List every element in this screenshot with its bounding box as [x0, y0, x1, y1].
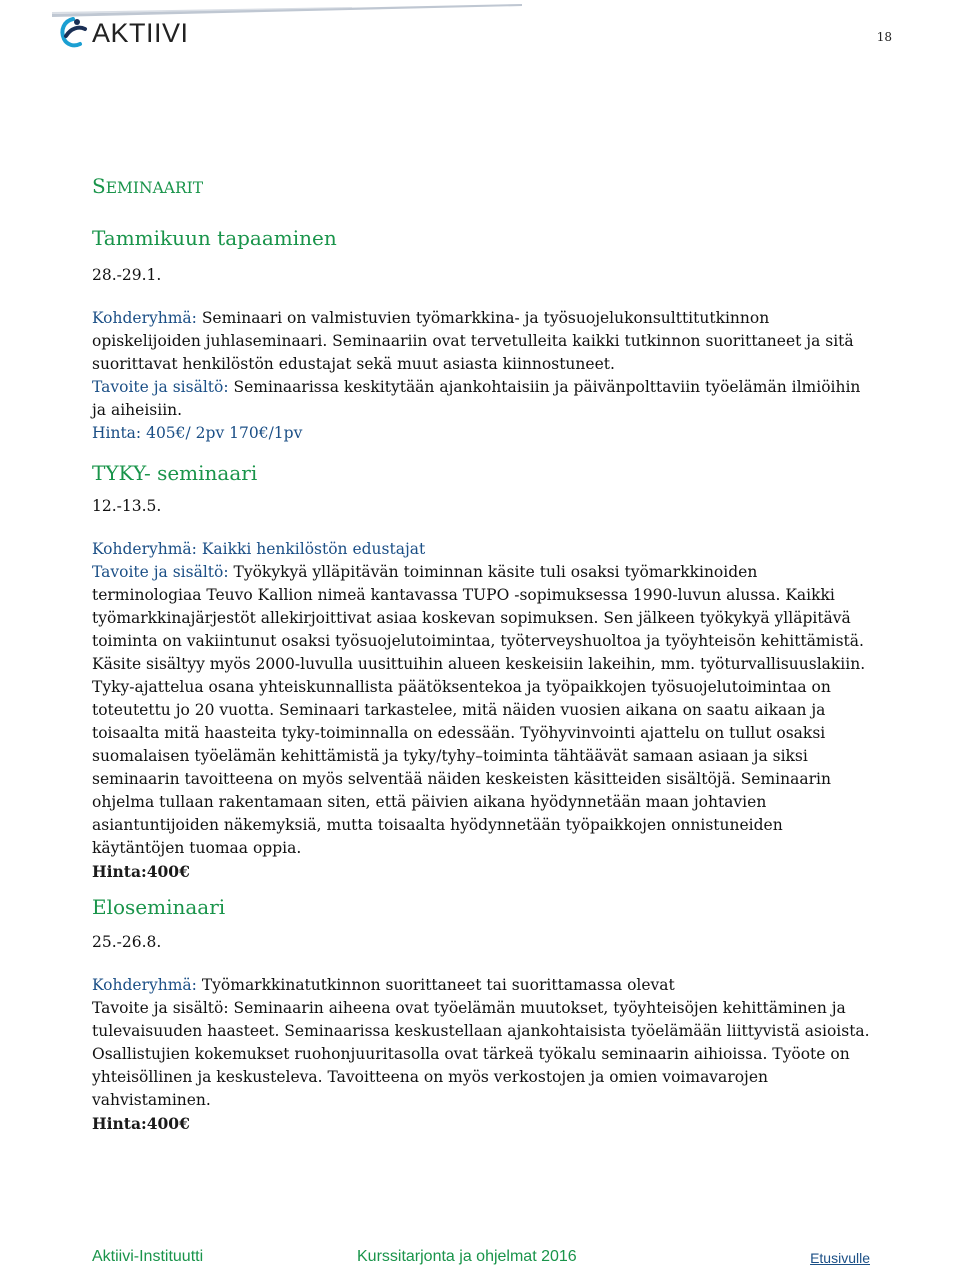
footer-organization: Aktiivi-Instituutti — [92, 1248, 204, 1265]
page-footer — [92, 1248, 870, 1272]
seminar-goal — [92, 997, 870, 1112]
seminar-title: TYKY- seminaari — [92, 461, 258, 485]
logo-text: AKTIIVI — [92, 18, 189, 48]
seminar-date: 28.-29.1. — [92, 266, 162, 284]
target-group-text: Seminaari on valmistuvien työmarkkina- ja työsuojelukonsulttitutkinnon opiskelijoiden juhlaseminaari. Seminaariin ovat tervetulleita kaikki tutkinnon suorittaneet ja sitä suorittavat henkilöstön edustajat sekä muut asiasta kiinnostuneet. — [92, 309, 854, 373]
target-group-text: Kaikki henkilöstön edustajat — [196, 540, 426, 558]
goal-label: Tavoite ja sisältö: — [92, 563, 229, 581]
spacer — [92, 445, 870, 459]
aktiivi-logo — [58, 16, 189, 50]
goal-label: Tavoite ja sisältö: — [92, 999, 229, 1017]
seminar-title: Eloseminaari — [92, 895, 226, 919]
goal-text: Seminaarissa keskitytään ajankohtaisiin ja päivänpolttaviin työelämän ilmiöihin ja aiheisiin. — [92, 378, 861, 419]
target-group-label: Kohderyhmä: — [92, 540, 197, 558]
goal-text: Työkykyä ylläpitävän toiminnan käsite tuli osaksi työmarkkinoiden terminologiaa Teuvo Kallion nimeä kantavassa TUPO -sopimuksessa 1990-luvun alussa. Kaikki työmarkkinajärjestöt allekirjoittivat asiaa koskevan sopimuksen. Sen jälkeen työkykyä ylläpitävä toiminta on vakiintunut osaksi työsuojelutoimintaa, työterveyshuoltoa ja työyhteisön kehittämistä. Käsite sisältyy myös 2000-luvulla uusittuihin alueen keskeisiin lakeihin, mm. työturvallisuuslakiin. — [92, 563, 866, 673]
seminar-price: Hinta: 405€/ 2pv 170€/1pv — [92, 424, 303, 442]
section-title — [92, 172, 870, 202]
aktiivi-logo-icon — [58, 16, 88, 50]
seminar-goal — [92, 561, 870, 676]
goal-label: Tavoite ja sisältö: — [92, 378, 229, 396]
seminar-price: Hinta:400€ — [92, 1114, 190, 1133]
seminar-date: 12.-13.5. — [92, 497, 162, 515]
main-content — [92, 172, 870, 1135]
goal-text: Seminaarin aiheena ovat työelämän muutokset, työyhteisöjen kehittäminen ja tulevaisuuden haasteet. Seminaarissa keskustellaan ajankohtaisista työelämään liittyvistä asioista. Osallistujien kokemukset ruohonjuuritasolla ovat tärkeä työkalu seminaarin aihioissa. Työote on yhteisöllinen ja keskusteleva. Tavoitteena on myös verkostojen ja omien voimavarojen vahvistaminen. — [92, 999, 870, 1109]
seminar-goal — [92, 376, 870, 422]
page-number: 18 — [876, 30, 892, 44]
seminar-tyky — [92, 459, 870, 883]
target-group-label: Kohderyhmä: — [92, 309, 197, 327]
seminar-tammikuun-tapaaminen — [92, 224, 870, 445]
seminar-description: Tyky-ajattelua osana yhteiskunnallista päätöksentekoa ja työpaikkojen työsuojelutoimintaa on toteutettu jo 20 vuotta. Seminaari tarkastelee, mitä näiden vuosien aikana on saatu aikaan ja toisaalta mitä haasteita tyky-toiminnalla on edessään. Työhyvinvointi ajattelu on tullut osaksi suomalaisen työelämän kehittämistä ja tyky/tyhy–toiminta tähtäävät samaan asiaan ja siksi seminaarin tavoitteena on myös selventää näiden keskeisten käsitteiden sisältöjä. Seminaarin ohjelma tullaan rakentamaan siten, että päivien aikana hyödynnetään maan johtavien asiantuntijoiden näkemyksiä, mutta toisaalta hyödynnetään työpaikkojen onnistuneiden käytäntöjen tuomaa oppia. — [92, 678, 831, 857]
seminar-title: Tammikuun tapaaminen — [92, 226, 337, 250]
footer-home-link[interactable]: Etusivulle — [810, 1250, 870, 1266]
target-group-label: Kohderyhmä: — [92, 976, 197, 994]
target-group-text: Työmarkkinatutkinnon suorittaneet tai suorittamassa olevat — [196, 976, 675, 994]
seminar-eloseminaari — [92, 893, 870, 1135]
seminar-target-group — [92, 974, 870, 997]
seminar-target-group — [92, 538, 870, 561]
seminar-target-group — [92, 307, 870, 376]
spacer — [92, 883, 870, 893]
seminar-date: 25.-26.8. — [92, 933, 162, 951]
section-title-rest: EMINAARIT — [105, 179, 204, 197]
section-title-initial: S — [92, 174, 106, 198]
footer-document-title: Kurssitarjonta ja ohjelmat 2016 — [357, 1248, 577, 1265]
seminar-price: Hinta:400€ — [92, 862, 190, 881]
page-header — [0, 0, 960, 70]
